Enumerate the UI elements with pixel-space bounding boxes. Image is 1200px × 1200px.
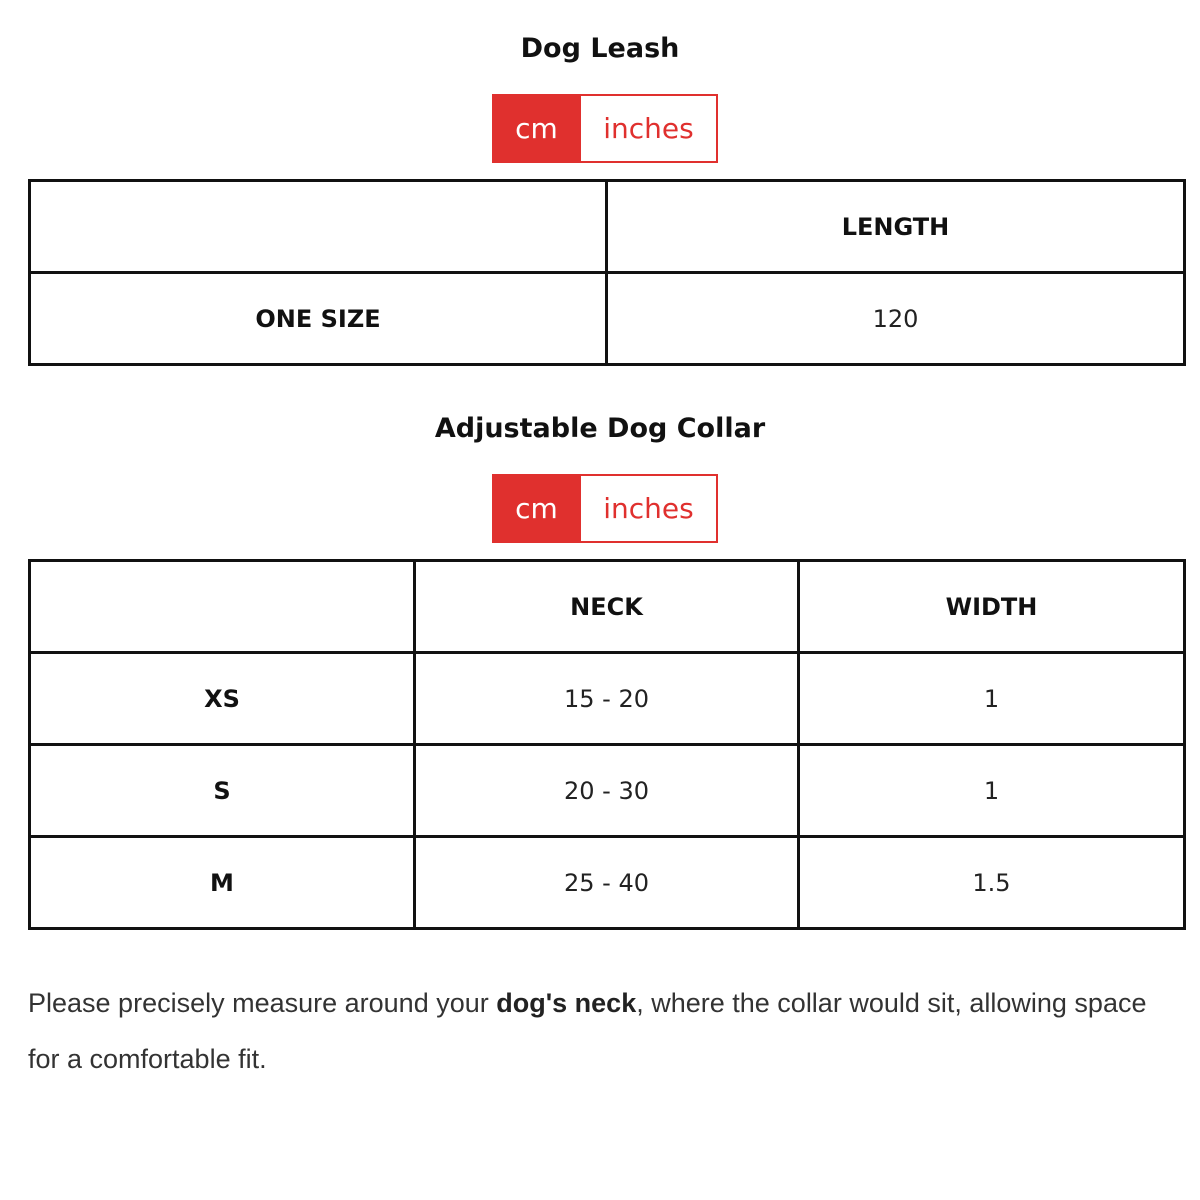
neck-value: 25 - 40 bbox=[415, 837, 799, 929]
leash-title: Dog Leash bbox=[520, 33, 680, 64]
header-cell-length: LENGTH bbox=[607, 181, 1185, 273]
leash-cm-button[interactable]: cm bbox=[492, 94, 581, 163]
length-value: 120 bbox=[607, 273, 1185, 365]
table-row bbox=[30, 745, 1185, 837]
table-header-row bbox=[30, 561, 1185, 653]
collar-title: Adjustable Dog Collar bbox=[434, 413, 766, 444]
width-value: 1 bbox=[799, 745, 1185, 837]
table-header-row bbox=[30, 181, 1185, 273]
table-row bbox=[30, 273, 1185, 365]
leash-unit-toggle bbox=[492, 94, 718, 163]
header-cell-empty bbox=[30, 561, 415, 653]
note-text-before: Please precisely measure around your bbox=[28, 988, 497, 1018]
size-label: M bbox=[30, 837, 415, 929]
note-text-after: , where the collar would sit, allowing space for a comfortable fit. bbox=[28, 988, 1147, 1074]
leash-inches-button[interactable]: inches bbox=[581, 94, 718, 163]
collar-cm-button[interactable]: cm bbox=[492, 474, 581, 543]
size-label: S bbox=[30, 745, 415, 837]
collar-unit-toggle bbox=[492, 474, 718, 543]
table-row bbox=[30, 653, 1185, 745]
collar-inches-button[interactable]: inches bbox=[581, 474, 718, 543]
leash-size-table bbox=[28, 179, 1186, 366]
neck-value: 15 - 20 bbox=[415, 653, 799, 745]
header-cell-width: WIDTH bbox=[799, 561, 1185, 653]
measure-instructions bbox=[28, 975, 1178, 1087]
header-cell-neck: NECK bbox=[415, 561, 799, 653]
note-text-bold: dog's neck bbox=[496, 988, 637, 1018]
width-value: 1 bbox=[799, 653, 1185, 745]
size-label: ONE SIZE bbox=[30, 273, 607, 365]
neck-value: 20 - 30 bbox=[415, 745, 799, 837]
table-row bbox=[30, 837, 1185, 929]
width-value: 1.5 bbox=[799, 837, 1185, 929]
header-cell-empty bbox=[30, 181, 607, 273]
size-label: XS bbox=[30, 653, 415, 745]
collar-size-table bbox=[28, 559, 1186, 930]
